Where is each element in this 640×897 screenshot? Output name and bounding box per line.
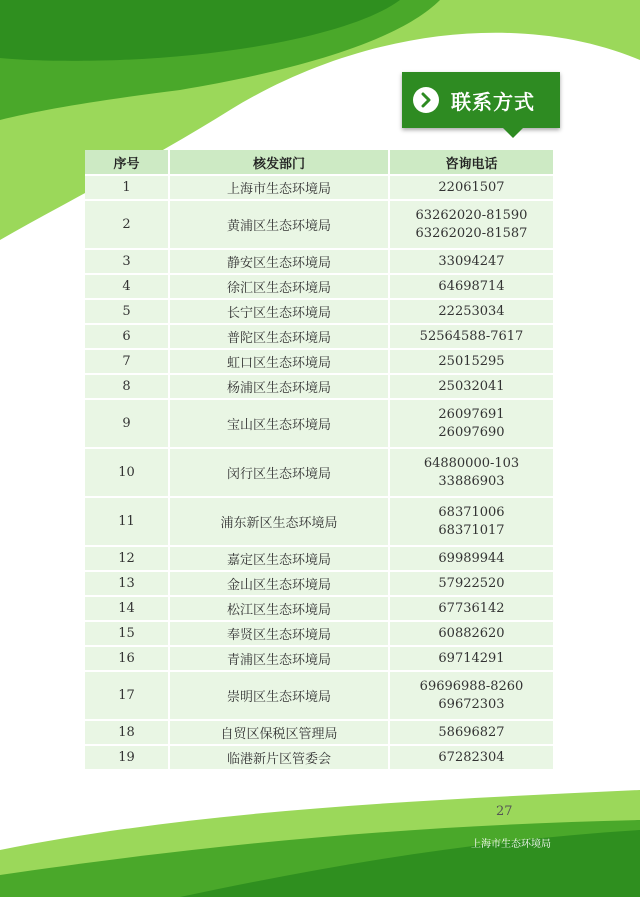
phone-number: 33886903 xyxy=(438,473,505,489)
table-header-row xyxy=(85,150,553,175)
row-phone xyxy=(389,546,553,571)
badge-pointer xyxy=(502,127,524,138)
row-phone xyxy=(389,200,553,249)
phone-number: 68371006 xyxy=(438,504,505,520)
header-number: 序号 xyxy=(85,150,169,175)
table-row xyxy=(85,646,553,671)
phone-number: 26097690 xyxy=(438,424,505,440)
phone-number: 69696988-8260 xyxy=(419,678,524,694)
phone-number: 22061507 xyxy=(438,179,505,195)
row-number: 6 xyxy=(85,324,169,349)
table-row xyxy=(85,497,553,546)
row-number: 10 xyxy=(85,448,169,497)
row-department: 闵行区生态环境局 xyxy=(169,448,389,497)
phone-number: 69989944 xyxy=(438,550,505,566)
row-phone xyxy=(389,249,553,274)
row-phone xyxy=(389,720,553,745)
table-row xyxy=(85,249,553,274)
phone-number: 26097691 xyxy=(438,406,505,422)
row-number: 19 xyxy=(85,745,169,770)
phone-number: 63262020-81587 xyxy=(415,225,528,241)
row-number: 17 xyxy=(85,671,169,720)
table-row xyxy=(85,448,553,497)
row-phone xyxy=(389,646,553,671)
row-number: 5 xyxy=(85,299,169,324)
table-row xyxy=(85,571,553,596)
row-phone xyxy=(389,671,553,720)
row-phone xyxy=(389,448,553,497)
row-number: 9 xyxy=(85,399,169,448)
table-row xyxy=(85,324,553,349)
row-phone xyxy=(389,621,553,646)
row-department: 徐汇区生态环境局 xyxy=(169,274,389,299)
row-department: 金山区生态环境局 xyxy=(169,571,389,596)
row-department: 长宁区生态环境局 xyxy=(169,299,389,324)
row-phone xyxy=(389,745,553,770)
row-department: 崇明区生态环境局 xyxy=(169,671,389,720)
row-number: 2 xyxy=(85,200,169,249)
phone-number: 25015295 xyxy=(438,353,505,369)
table-row xyxy=(85,399,553,448)
row-number: 13 xyxy=(85,571,169,596)
phone-number: 67736142 xyxy=(438,600,505,616)
table-row xyxy=(85,621,553,646)
row-department: 宝山区生态环境局 xyxy=(169,399,389,448)
phone-number: 52564588-7617 xyxy=(419,328,524,344)
row-number: 1 xyxy=(85,175,169,200)
row-department: 奉贤区生态环境局 xyxy=(169,621,389,646)
row-number: 15 xyxy=(85,621,169,646)
table-row xyxy=(85,546,553,571)
row-number: 7 xyxy=(85,349,169,374)
table-row xyxy=(85,745,553,770)
section-title: 联系方式 xyxy=(451,89,535,114)
phone-number: 25032041 xyxy=(438,378,505,394)
row-phone xyxy=(389,596,553,621)
phone-number: 60882620 xyxy=(438,625,505,641)
row-phone xyxy=(389,324,553,349)
row-department: 上海市生态环境局 xyxy=(169,175,389,200)
table-row xyxy=(85,596,553,621)
row-phone xyxy=(389,571,553,596)
phone-number: 58696827 xyxy=(438,724,505,740)
chevron-right-icon xyxy=(413,87,439,113)
row-department: 松江区生态环境局 xyxy=(169,596,389,621)
phone-number: 64880000-103 xyxy=(423,455,520,471)
table-row xyxy=(85,374,553,399)
table-row xyxy=(85,175,553,200)
row-phone xyxy=(389,374,553,399)
phone-number: 68371017 xyxy=(438,522,505,538)
row-number: 12 xyxy=(85,546,169,571)
row-phone xyxy=(389,349,553,374)
phone-number: 57922520 xyxy=(438,575,505,591)
row-phone xyxy=(389,399,553,448)
table-row xyxy=(85,200,553,249)
phone-number: 64698714 xyxy=(438,278,505,294)
header-phone: 咨询电话 xyxy=(389,150,553,175)
table-row xyxy=(85,274,553,299)
row-department: 黄浦区生态环境局 xyxy=(169,200,389,249)
row-number: 11 xyxy=(85,497,169,546)
publisher-label: 上海市生态环境局 xyxy=(471,839,551,850)
row-number: 14 xyxy=(85,596,169,621)
header-department: 核发部门 xyxy=(169,150,389,175)
row-department: 普陀区生态环境局 xyxy=(169,324,389,349)
phone-number: 67282304 xyxy=(438,749,505,765)
row-phone xyxy=(389,274,553,299)
row-number: 16 xyxy=(85,646,169,671)
table-row xyxy=(85,671,553,720)
row-number: 18 xyxy=(85,720,169,745)
row-department: 静安区生态环境局 xyxy=(169,249,389,274)
row-number: 3 xyxy=(85,249,169,274)
table-row xyxy=(85,349,553,374)
row-department: 临港新片区管委会 xyxy=(169,745,389,770)
phone-number: 69672303 xyxy=(438,696,505,712)
contact-table xyxy=(85,150,553,771)
row-department: 青浦区生态环境局 xyxy=(169,646,389,671)
row-number: 8 xyxy=(85,374,169,399)
phone-number: 22253034 xyxy=(438,303,505,319)
phone-number: 63262020-81590 xyxy=(415,207,528,223)
table-row xyxy=(85,299,553,324)
row-number: 4 xyxy=(85,274,169,299)
row-department: 嘉定区生态环境局 xyxy=(169,546,389,571)
phone-number: 33094247 xyxy=(438,253,505,269)
row-phone xyxy=(389,175,553,200)
phone-number: 69714291 xyxy=(438,650,505,666)
row-phone xyxy=(389,497,553,546)
bottom-green-wave-decoration xyxy=(0,770,640,897)
row-department: 浦东新区生态环境局 xyxy=(169,497,389,546)
table-row xyxy=(85,720,553,745)
page-number: 27 xyxy=(496,804,513,819)
row-phone xyxy=(389,299,553,324)
row-department: 虹口区生态环境局 xyxy=(169,349,389,374)
row-department: 杨浦区生态环境局 xyxy=(169,374,389,399)
section-title-badge xyxy=(402,72,560,128)
row-department: 自贸区保税区管理局 xyxy=(169,720,389,745)
